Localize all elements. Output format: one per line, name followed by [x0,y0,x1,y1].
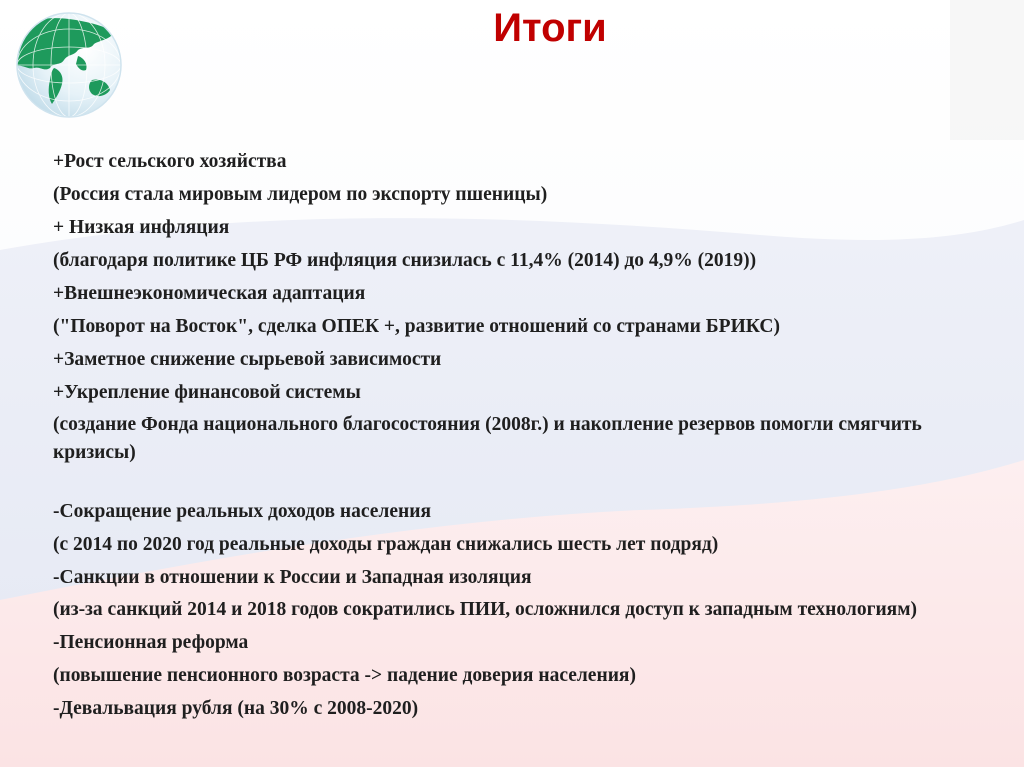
positive-point: +Заметное снижение сырьевой зависимости [53,349,442,370]
positive-point: + Низкая инфляция [53,217,230,238]
positive-detail: (благодаря политике ЦБ РФ инфляция снизилась с 11,4% (2014) до 4,9% (2019)) [53,250,757,271]
positive-detail: (создание Фонда национального благосостояния (2008г.) и накопление резервов помогли смягчить кризисы) [53,414,922,463]
slide-title: Итоги [493,6,607,50]
positive-point: +Внешнеэкономическая адаптация [53,283,366,304]
positive-point: +Укрепление финансовой системы [53,382,361,403]
negative-point: -Пенсионная реформа [53,632,249,653]
positive-detail: ("Поворот на Восток", сделка ОПЕК +, развитие отношений со странами БРИКС) [53,316,780,337]
negative-detail: (с 2014 по 2020 год реальные доходы граждан снижались шесть лет подряд) [53,534,719,555]
section-spacer [53,471,983,497]
negative-detail: (из-за санкций 2014 и 2018 годов сократились ПИИ, осложнился доступ к западным технологиям) [53,599,918,620]
summary-text-block [53,147,983,727]
negative-point: -Сокращение реальных доходов населения [53,501,432,522]
negative-detail: (повышение пенсионного возраста -> падение доверия населения) [53,665,636,686]
positive-detail: (Россия стала мировым лидером по экспорту пшеницы) [53,184,548,205]
negative-point: -Санкции в отношении к России и Западная изоляция [53,567,532,588]
positive-point: +Рост сельского хозяйства [53,151,287,172]
negative-point: -Девальвация рубля (на 30% с 2008-2020) [53,698,419,719]
